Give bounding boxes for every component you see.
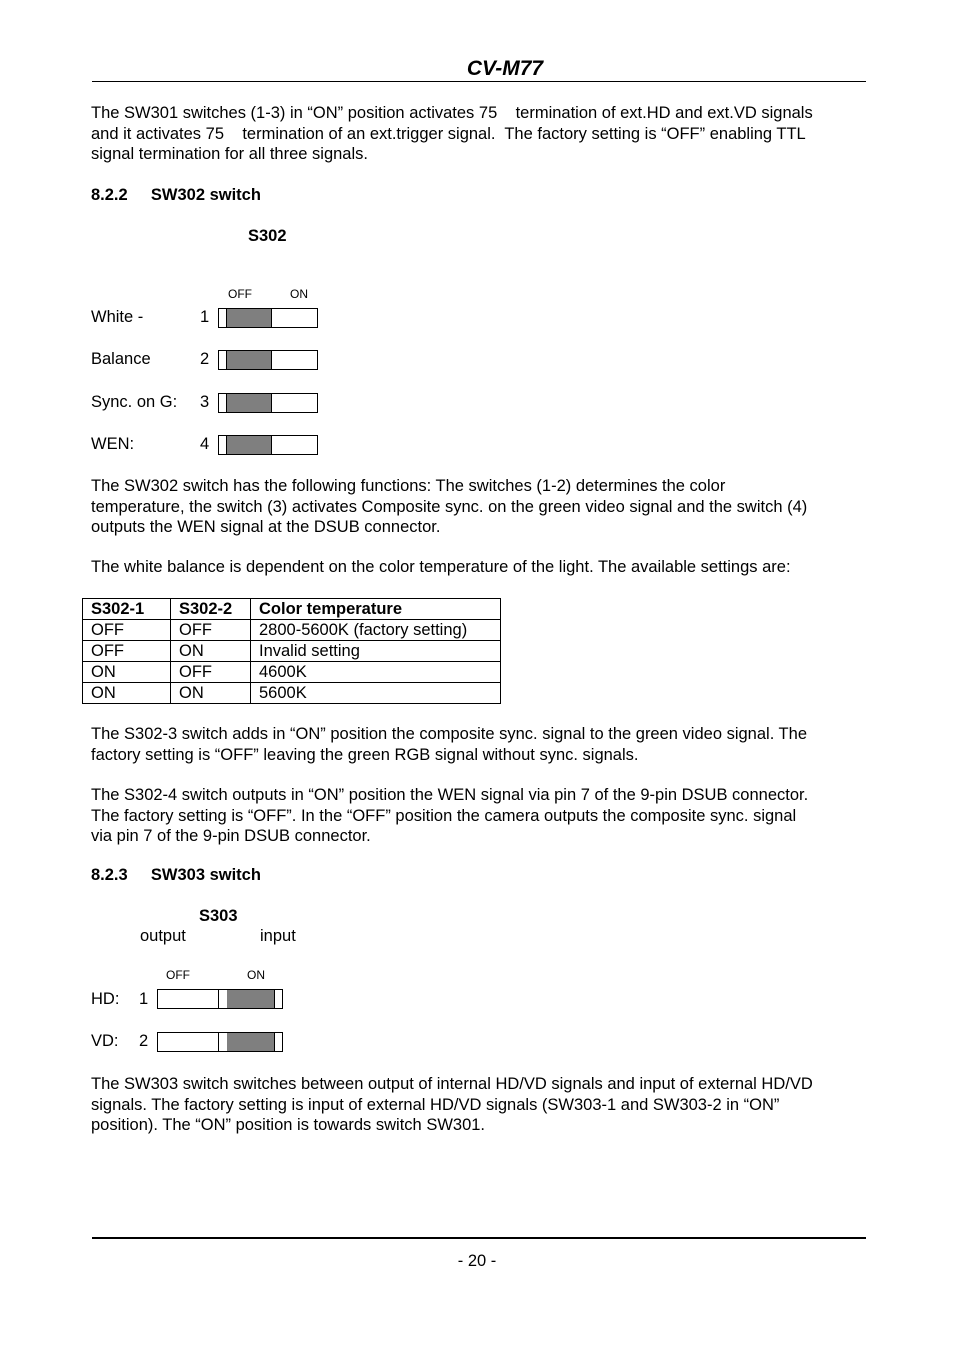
s303-switch-2	[157, 1032, 283, 1052]
table-row	[83, 662, 501, 683]
page-number: - 20 -	[457, 1252, 497, 1270]
section-822-title: SW302 switch	[150, 186, 261, 204]
s302-off-label: OFF	[228, 287, 252, 301]
s302-3-line-1: The S302-3 switch adds in “ON” position the composite sync. signal to the green video signal. The	[91, 725, 807, 743]
switch-edge	[274, 990, 275, 1008]
s302-switch-4	[218, 435, 318, 455]
table-cell: ON	[171, 641, 251, 662]
table-cell: OFF	[171, 620, 251, 641]
s302-3-paragraph	[91, 724, 871, 765]
table-row	[83, 641, 501, 662]
s303-row-2-label: VD:	[91, 1032, 119, 1050]
s303-diagram-title: S303	[199, 907, 238, 925]
table-cell: Invalid setting	[251, 641, 501, 662]
sw302-functions-line-1: The SW302 switch has the following functions: The switches (1-2) determines the color	[91, 477, 726, 495]
switch-divider	[218, 1033, 219, 1051]
switch-thumb	[227, 394, 271, 412]
white-balance-paragraph: The white balance is dependent on the color temperature of the light. The available settings are:	[91, 558, 791, 576]
switch-divider	[271, 309, 272, 327]
s302-row-4-label: WEN:	[91, 435, 135, 453]
switch-thumb	[227, 990, 274, 1008]
s302-3-line-2: factory setting is “OFF” leaving the green RGB signal without sync. signals.	[91, 745, 639, 764]
s302-4-paragraph	[91, 785, 871, 847]
intro-line-2: and it activates 75 termination of an ext.trigger signal. The factory setting is “OFF” enabling TTL	[91, 124, 806, 143]
sw303-paragraph	[91, 1074, 871, 1136]
document-title: CV-M77	[466, 57, 544, 80]
s303-off-label: OFF	[166, 968, 190, 982]
intro-line-1: The SW301 switches (1-3) in “ON” position activates 75 termination of ext.HD and ext.VD signals	[91, 104, 813, 122]
s303-row-2-number: 2	[139, 1032, 149, 1050]
intro-paragraph	[91, 103, 871, 165]
s303-switch-1	[157, 989, 283, 1009]
table-cell: 4600K	[251, 662, 501, 683]
s302-4-line-3: via pin 7 of the 9-pin DSUB connector.	[91, 827, 371, 845]
table-cell: OFF	[83, 620, 171, 641]
table-cell: OFF	[83, 641, 171, 662]
s303-row-1-label: HD:	[91, 990, 120, 1008]
section-823-number: 8.2.3	[91, 866, 128, 884]
sw302-functions-line-3: outputs the WEN signal at the DSUB connector.	[91, 518, 441, 536]
s302-row-1-label: White -	[91, 308, 144, 326]
section-822-number: 8.2.2	[91, 186, 128, 204]
color-temperature-table	[82, 598, 501, 704]
section-823-heading	[91, 866, 261, 885]
sw303-line-2: signals. The factory setting is input of external HD/VD signals (SW303-1 and SW303-2 in “ON”	[91, 1095, 780, 1114]
switch-thumb	[227, 436, 271, 454]
s303-output-label: output	[140, 927, 186, 945]
s303-row-1-number: 1	[139, 990, 149, 1008]
header-rule	[92, 81, 866, 82]
sw302-functions-paragraph	[91, 476, 871, 538]
table-header-cell: S302-2	[171, 599, 251, 620]
sw302-functions-line-2: temperature, the switch (3) activates Composite sync. on the green video signal and the switch (4)	[91, 497, 808, 516]
table-cell: 2800-5600K (factory setting)	[251, 620, 501, 641]
switch-thumb	[227, 1033, 274, 1051]
table-row	[83, 620, 501, 641]
switch-thumb	[227, 351, 271, 369]
s302-diagram-title: S302	[248, 227, 287, 245]
table-row	[83, 683, 501, 704]
section-822-heading	[91, 186, 261, 205]
s302-switch-3	[218, 393, 318, 413]
switch-divider	[271, 394, 272, 412]
table-cell: ON	[171, 683, 251, 704]
s302-switch-2	[218, 350, 318, 370]
table-header-row	[83, 599, 501, 620]
s302-row-3-label: Sync. on G:	[91, 393, 178, 411]
s302-switch-1	[218, 308, 318, 328]
switch-edge	[274, 1033, 275, 1051]
section-823-title: SW303 switch	[150, 866, 261, 884]
s302-row-2-label: Balance	[91, 350, 151, 368]
switch-thumb	[227, 309, 271, 327]
switch-divider	[218, 990, 219, 1008]
s302-row-2-number: 2	[200, 350, 210, 368]
s302-4-line-1: The S302-4 switch outputs in “ON” position the WEN signal via pin 7 of the 9-pin DSUB connector.	[91, 786, 809, 804]
table-header-cell: Color temperature	[251, 599, 501, 620]
table-cell: 5600K	[251, 683, 501, 704]
s303-input-label: input	[260, 927, 296, 945]
table-cell: ON	[83, 683, 171, 704]
switch-divider	[271, 436, 272, 454]
table-header-cell: S302-1	[83, 599, 171, 620]
s302-on-label: ON	[290, 287, 308, 301]
s303-on-label: ON	[247, 968, 265, 982]
footer-rule	[92, 1237, 866, 1239]
s302-4-line-2: The factory setting is “OFF”. In the “OFF” position the camera outputs the composite sync. signal	[91, 806, 797, 825]
sw303-line-3: position). The “ON” position is towards switch SW301.	[91, 1116, 486, 1134]
s302-row-4-number: 4	[200, 435, 210, 453]
s302-row-1-number: 1	[200, 308, 210, 326]
sw303-line-1: The SW303 switch switches between output of internal HD/VD signals and input of external HD/VD	[91, 1075, 813, 1093]
table-cell: ON	[83, 662, 171, 683]
s302-row-3-number: 3	[200, 393, 210, 411]
intro-line-3: signal termination for all three signals.	[91, 145, 368, 163]
table-cell: OFF	[171, 662, 251, 683]
switch-divider	[271, 351, 272, 369]
